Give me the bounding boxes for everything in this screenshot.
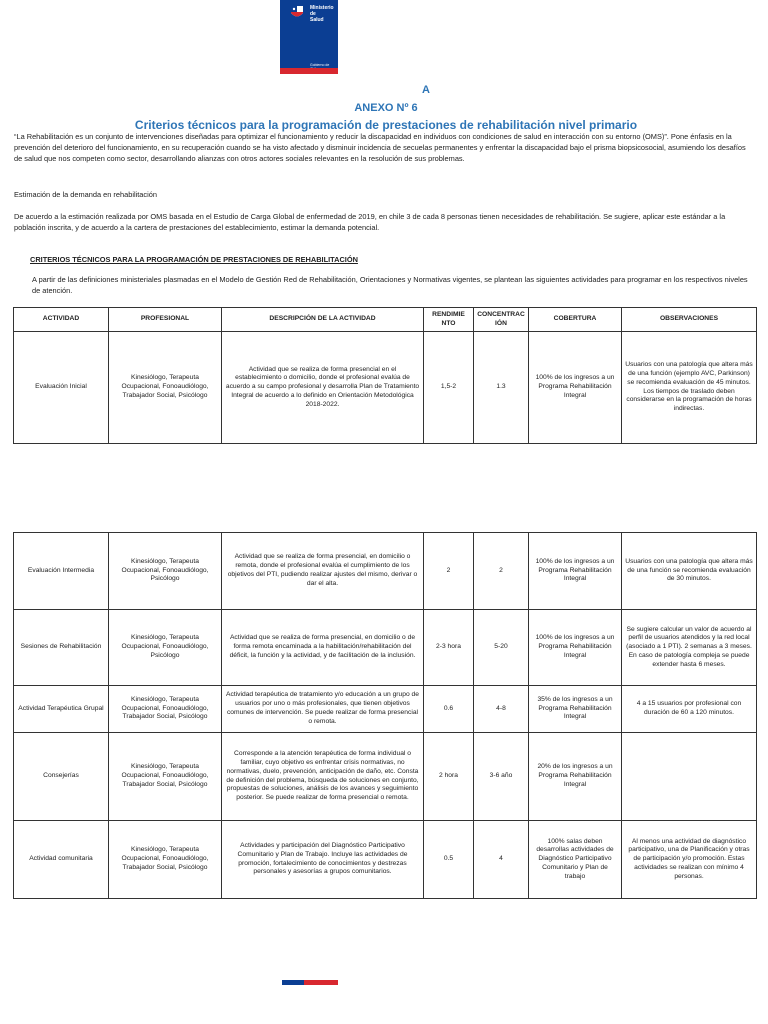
cell-cobertura: 100% de los ingresos a un Programa Rehabilitación Integral [529, 533, 622, 610]
header-profesional: PROFESIONAL [109, 308, 222, 332]
cell-observaciones: Usuarios con una patología que altera más de una función (ejemplo AVC, Parkinson) se recomienda evaluación de 45 minutos. Los tiempos de traslado deben considerarse en la programación de horas indirectas. [622, 332, 757, 444]
footer-blue-segment [282, 980, 304, 985]
cell-actividad: Actividad Terapéutica Grupal [14, 686, 109, 733]
table-row [14, 733, 757, 821]
cell-descripcion: Corresponde a la atención terapéutica de forma individual o familiar, cuyo objetivo es enfrentar crisis normativas, no normativas, duelo, prevención, anticipación de daño, etc. Consta de definición del problema, búsqueda de soluciones en conjunto, propuestas de soluciones, análisis de los avances y seguimiento posterior. Se puede realizar de forma presencial o remota. [222, 733, 424, 821]
cell-rendimiento: 0.5 [424, 821, 474, 899]
logo-line2: Salud [310, 17, 324, 23]
intro-paragraph: “La Rehabilitación es un conjunto de intervenciones diseñadas para optimizar el funcionamiento y reducir la discapacidad en individuos con condiciones de salud en interacción con su entorno (OMS)”. Pone énfasis en la prevención del deterioro del funcionamiento, en su recuperación cuando se ha visto afectado y disminuir incidencia de secuelas permanentes y enfrentar la discapacidad bajo el prisma biopsicosocial, asumiendo los desafíos de salud que nos competen como sector, desarrollando alianzas con otros actores sociales relevantes en la resolución de sus problemas. [14, 132, 746, 163]
cell-profesional: Kinesiólogo, Terapeuta Ocupacional, Fonoaudiólogo, Psicólogo [109, 533, 222, 610]
table-header-row [14, 308, 757, 332]
cell-observaciones [622, 733, 757, 821]
logo-line1: Ministerio de [310, 5, 334, 17]
chile-coat-of-arms-icon [287, 3, 307, 21]
footer-brand-stripe [282, 980, 338, 985]
table-row [14, 686, 757, 733]
cell-concentracion: 2 [474, 533, 529, 610]
cell-concentracion: 3-6 año [474, 733, 529, 821]
cell-rendimiento: 0.6 [424, 686, 474, 733]
cell-profesional: Kinesiólogo, Terapeuta Ocupacional, Fonoaudiólogo, Trabajador Social, Psicólogo [109, 733, 222, 821]
header-observaciones: OBSERVACIONES [622, 308, 757, 332]
cell-descripcion: Actividad que se realiza de forma presencial en el establecimiento o domicilio, donde el profesional evalúa de acuerdo a su campo profesional y desarrolla Plan de Tratamiento Integral de acuerdo a lo definido en Orientación Metodológica 2018-2022. [222, 332, 424, 444]
criteria-table-part2 [13, 532, 757, 899]
cell-profesional: Kinesiólogo, Terapeuta Ocupacional, Fonoaudiólogo, Trabajador Social, Psicólogo [109, 332, 222, 444]
cell-cobertura: 20% de los ingresos a un Programa Rehabilitación Integral [529, 733, 622, 821]
cell-rendimiento: 2-3 hora [424, 610, 474, 686]
cell-descripcion: Actividad terapéutica de tratamiento y/o educación a un grupo de usuarios por uno o más profesionales, que tienen objetivos comunes de intervención. Se puede realizar de forma presencial o remota. [222, 686, 424, 733]
table-row [14, 610, 757, 686]
cell-actividad: Sesiones de Rehabilitación [14, 610, 109, 686]
cell-descripcion: Actividades y participación del Diagnóstico Participativo Comunitario y Plan de Trabajo. Incluye las actividades de promoción, fortalecimiento de conocimientos y destrezas personales y asesorías a grupos comunitarios. [222, 821, 424, 899]
cell-descripcion: Actividad que se realiza de forma presencial, en domicilio o de forma remota encaminada a la habilitación/rehabilitación del déficit, la función y la actividad, y de facilitación de la inclusión. [222, 610, 424, 686]
criterios-description: A partir de las definiciones ministeriales plasmadas en el Modelo de Gestión Red de Rehabilitación, Orientaciones y Normativas vigentes, se plantean las siguientes actividades para programar en los respectivos niveles de atención. [32, 275, 748, 295]
header-descripcion: DESCRIPCIÓN DE LA ACTIVIDAD [222, 308, 424, 332]
criteria-table-part1 [13, 307, 757, 444]
logo-red-stripe [280, 68, 338, 74]
header-actividad: ACTIVIDAD [14, 308, 109, 332]
cell-cobertura: 35% de los ingresos a un Programa Rehabilitación Integral [529, 686, 622, 733]
cell-actividad: Evaluación Inicial [14, 332, 109, 444]
heading-anexo: ANEXO Nº 6 [354, 102, 418, 114]
cell-concentracion: 4-8 [474, 686, 529, 733]
cell-profesional: Kinesiólogo, Terapeuta Ocupacional, Fonoaudiólogo, Trabajador Social, Psicólogo [109, 686, 222, 733]
logo-subtitle: Gobierno de [310, 63, 330, 67]
cell-actividad: Actividad comunitaria [14, 821, 109, 899]
cell-cobertura: 100% salas deben desarrollas actividades de Diagnóstico Participativo Comunitario y Plan de trabajo [529, 821, 622, 899]
cell-profesional: Kinesiólogo, Terapeuta Ocupacional, Fonoaudiólogo, Trabajador Social, Psicólogo [109, 821, 222, 899]
table-row [14, 332, 757, 444]
table-row [14, 533, 757, 610]
cell-rendimiento: 1,5-2 [424, 332, 474, 444]
cell-observaciones: Usuarios con una patología que altera más de una función se recomienda evaluación de 30 minutos. [622, 533, 757, 610]
header-rendimiento: RENDIMIE NTO [424, 308, 474, 332]
cell-observaciones: Se sugiere calcular un valor de acuerdo al perfil de usuarios atendidos y la red local (asociado a 1 PTI). 2 semanas a 3 meses. En caso de patología compleja se puede extender hasta 6 meses. [622, 610, 757, 686]
cell-rendimiento: 2 [424, 533, 474, 610]
cell-observaciones: 4 a 15 usuarios por profesional con duración de 60 a 120 minutos. [622, 686, 757, 733]
cell-descripcion: Actividad que se realiza de forma presencial, en domicilio o remota, donde el profesional evalúa el cumplimiento de los objetivos del PTI, pudiendo realizar ajustes del mismo, derivar o dar el alta. [222, 533, 424, 610]
demanda-paragraph: De acuerdo a la estimación realizada por OMS basada en el Estudio de Carga Global de enfermedad de 2019, en chile 3 de cada 8 personas tienen necesidades de rehabilitación. Se sugiere, aplicar este estándar a la población inscrita, y de acuerdo a la cartera de prestaciones del establecimiento, estimar la demanda potencial. [14, 212, 726, 232]
table-row [14, 821, 757, 899]
cell-actividad: Evaluación Intermedia [14, 533, 109, 610]
header-cobertura: COBERTURA [529, 308, 622, 332]
criterios-heading: CRITERIOS TÉCNICOS PARA LA PROGRAMACIÓN DE PRESTACIONES DE REHABILITACIÓN [30, 255, 358, 264]
heading-a: A [422, 84, 430, 96]
logo-text [310, 5, 338, 23]
estimacion-heading: Estimación de la demanda en rehabilitación [14, 190, 157, 199]
cell-concentracion: 5-20 [474, 610, 529, 686]
cell-rendimiento: 2 hora [424, 733, 474, 821]
cell-cobertura: 100% de los ingresos a un Programa Rehabilitación Integral [529, 332, 622, 444]
cell-observaciones: Al menos una actividad de diagnóstico participativo, una de Planificación y otras de participación y/o promoción. Estas actividades se realizan con mínimo 4 personas. [622, 821, 757, 899]
cell-actividad: Consejerías [14, 733, 109, 821]
page-title: Criterios técnicos para la programación de prestaciones de rehabilitación nivel primario [134, 118, 638, 132]
cell-profesional: Kinesiólogo, Terapeuta Ocupacional, Fonoaudiólogo, Psicólogo [109, 610, 222, 686]
cell-concentracion: 4 [474, 821, 529, 899]
cell-cobertura: 100% de los ingresos a un Programa Rehabilitación Integral [529, 610, 622, 686]
ministerio-salud-logo [280, 0, 338, 74]
cell-concentracion: 1.3 [474, 332, 529, 444]
header-concentracion: CONCENTRAC IÓN [474, 308, 529, 332]
